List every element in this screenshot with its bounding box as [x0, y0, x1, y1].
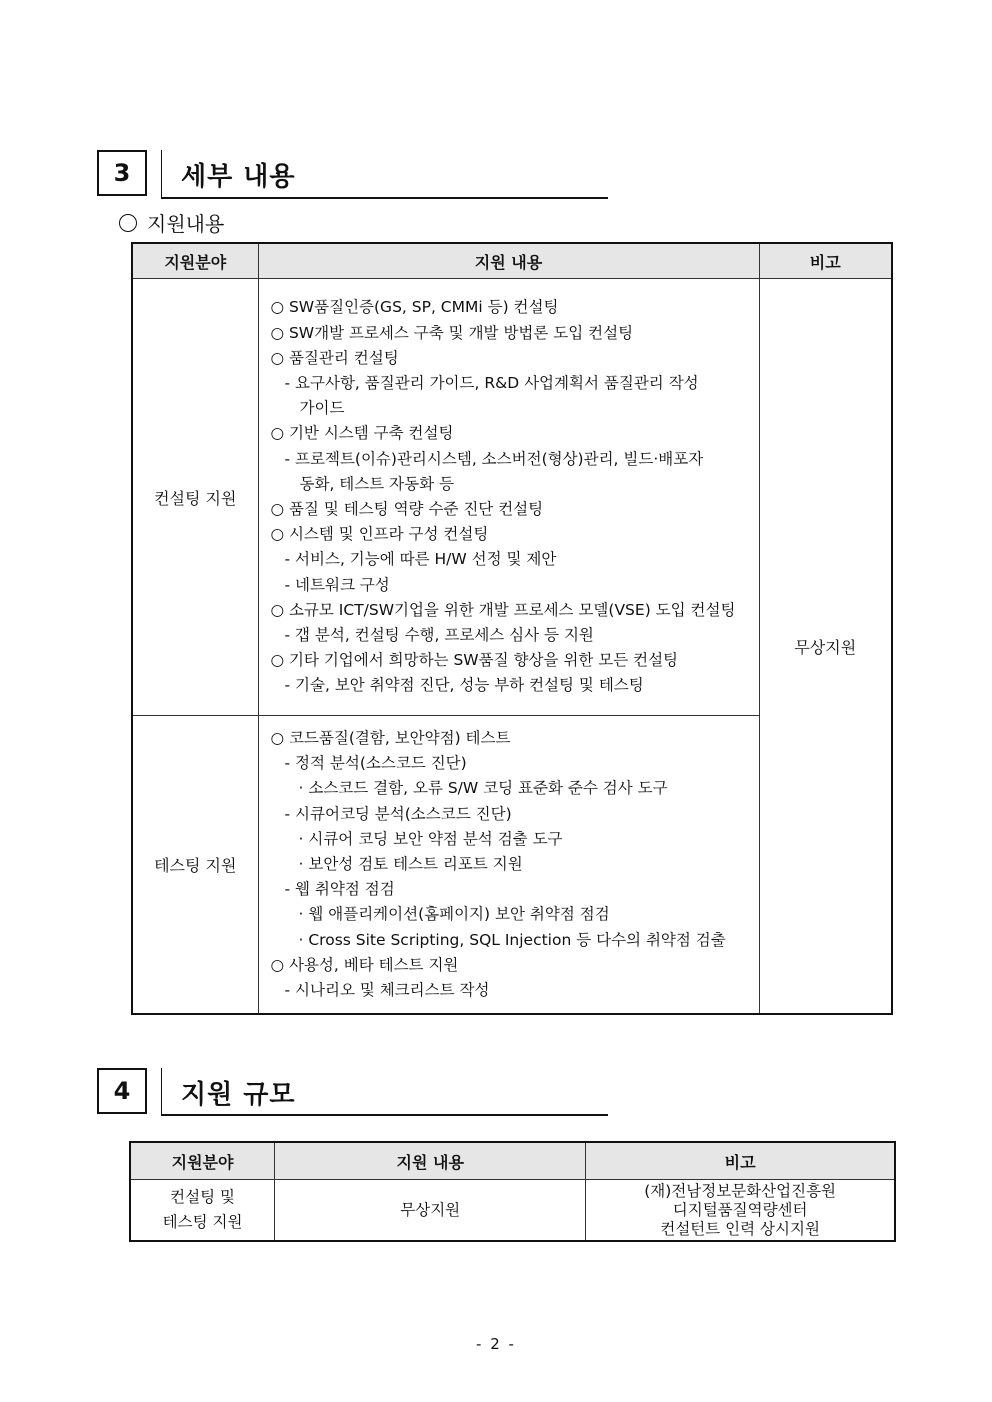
- content-line: ○ 시스템 및 인프라 구성 컨설팅: [270, 525, 489, 544]
- header-content: 지원 내용: [258, 243, 759, 279]
- content-line: - 시큐어코딩 분석(소스코드 진단): [284, 804, 512, 823]
- content-line: - 서비스, 기능에 따른 H/W 선정 및 제안: [284, 550, 557, 569]
- note-free-support: 무상지원: [759, 279, 892, 1015]
- content-consulting: [258, 279, 759, 716]
- content-line: · 보안성 검토 테스트 리포트 지원: [298, 855, 523, 874]
- table-header-row: [132, 243, 892, 279]
- section-number-4: 4: [97, 1068, 147, 1114]
- section-divider: [161, 150, 162, 198]
- support-content-table: [131, 242, 893, 1015]
- scale-category: [130, 1180, 275, 1242]
- section-underline: [161, 197, 608, 199]
- scale-note-line: 디지털품질역량센터: [672, 1200, 808, 1219]
- content-line: ○ 품질 및 테스팅 역량 수준 진단 컨설팅: [270, 500, 544, 518]
- content-line: · 웹 애플리케이션(홈페이지) 보안 취약점 점검: [298, 905, 610, 924]
- header-content: 지원 내용: [275, 1142, 586, 1180]
- subheading: [119, 208, 224, 237]
- content-line: 동화, 테스트 자동화 등: [299, 474, 454, 493]
- content-line: - 프로젝트(이슈)관리시스템, 소스버전(형상)관리, 빌드·배포자: [284, 449, 704, 468]
- scale-category-line: 테스팅 지원: [162, 1213, 243, 1231]
- circle-bullet-icon: [119, 214, 137, 232]
- category-testing: 테스팅 지원: [132, 716, 258, 1015]
- content-line: - 시나리오 및 체크리스트 작성: [284, 981, 490, 1000]
- section-underline: [161, 1114, 608, 1116]
- content-line: ○ 기타 기업에서 희망하는 SW품질 향상을 위한 모든 컨설팅: [270, 651, 679, 670]
- scale-content: 무상지원: [275, 1180, 586, 1242]
- section-title-4: 지원 규모: [181, 1080, 296, 1110]
- support-scale-table: [129, 1141, 896, 1242]
- content-line: · Cross Site Scripting, SQL Injection 등 다수의 취약점 검출: [298, 930, 726, 949]
- category-consulting: 컨설팅 지원: [132, 279, 258, 716]
- content-line: ○ 소규모 ICT/SW기업을 위한 개발 프로세스 모델(VSE) 도입 컨설팅: [270, 600, 736, 619]
- table-header-row: [130, 1142, 895, 1180]
- table-row: [132, 279, 892, 716]
- content-testing: [258, 716, 759, 1015]
- content-line: - 정적 분석(소스코드 진단): [284, 754, 467, 773]
- content-line: ○ 사용성, 베타 테스트 지원: [270, 955, 459, 974]
- content-line: ○ 코드품질(결함, 보안약점) 테스트: [270, 729, 511, 747]
- scale-note-line: 컨설턴트 인력 상시지원: [660, 1219, 820, 1238]
- scale-note: [586, 1180, 895, 1242]
- header-note: 비고: [586, 1142, 895, 1180]
- content-line: - 웹 취약점 점검: [284, 880, 395, 899]
- scale-category-line: 컨설팅 및: [170, 1188, 235, 1206]
- content-line: - 갭 분석, 컨설팅 수행, 프로세스 심사 등 지원: [284, 626, 594, 645]
- content-line: ○ SW개발 프로세스 구축 및 개발 방법론 도입 컨설팅: [270, 323, 634, 342]
- content-line: - 기술, 보안 취약점 진단, 성능 부하 컨설팅 및 테스팅: [284, 676, 644, 695]
- content-line: · 소스코드 결함, 오류 S/W 코딩 표준화 준수 검사 도구: [298, 779, 668, 798]
- table-row: [130, 1180, 895, 1242]
- content-line: - 네트워크 구성: [284, 575, 390, 594]
- scale-note-line: (재)전남정보문화산업진흥원: [644, 1181, 837, 1200]
- header-note: 비고: [759, 243, 892, 279]
- section-divider: [161, 1068, 162, 1116]
- page-number: - 2 -: [476, 1335, 516, 1353]
- content-line: ○ 품질관리 컨설팅: [270, 348, 399, 367]
- subheading-text: 지원내용: [147, 212, 225, 236]
- content-line: - 요구사항, 품질관리 가이드, R&D 사업계획서 품질관리 작성: [284, 373, 699, 392]
- content-line: ○ 기반 시스템 구축 컨설팅: [270, 424, 454, 443]
- content-line: 가이드: [299, 399, 345, 418]
- section-title-3: 세부 내용: [181, 162, 296, 192]
- content-line: · 시큐어 코딩 보안 약점 분석 검출 도구: [298, 829, 563, 848]
- header-category: 지원분야: [130, 1142, 275, 1180]
- header-category: 지원분야: [132, 243, 258, 279]
- section-number-3: 3: [97, 150, 147, 196]
- content-line: ○ SW품질인증(GS, SP, CMMi 등) 컨설팅: [270, 298, 559, 317]
